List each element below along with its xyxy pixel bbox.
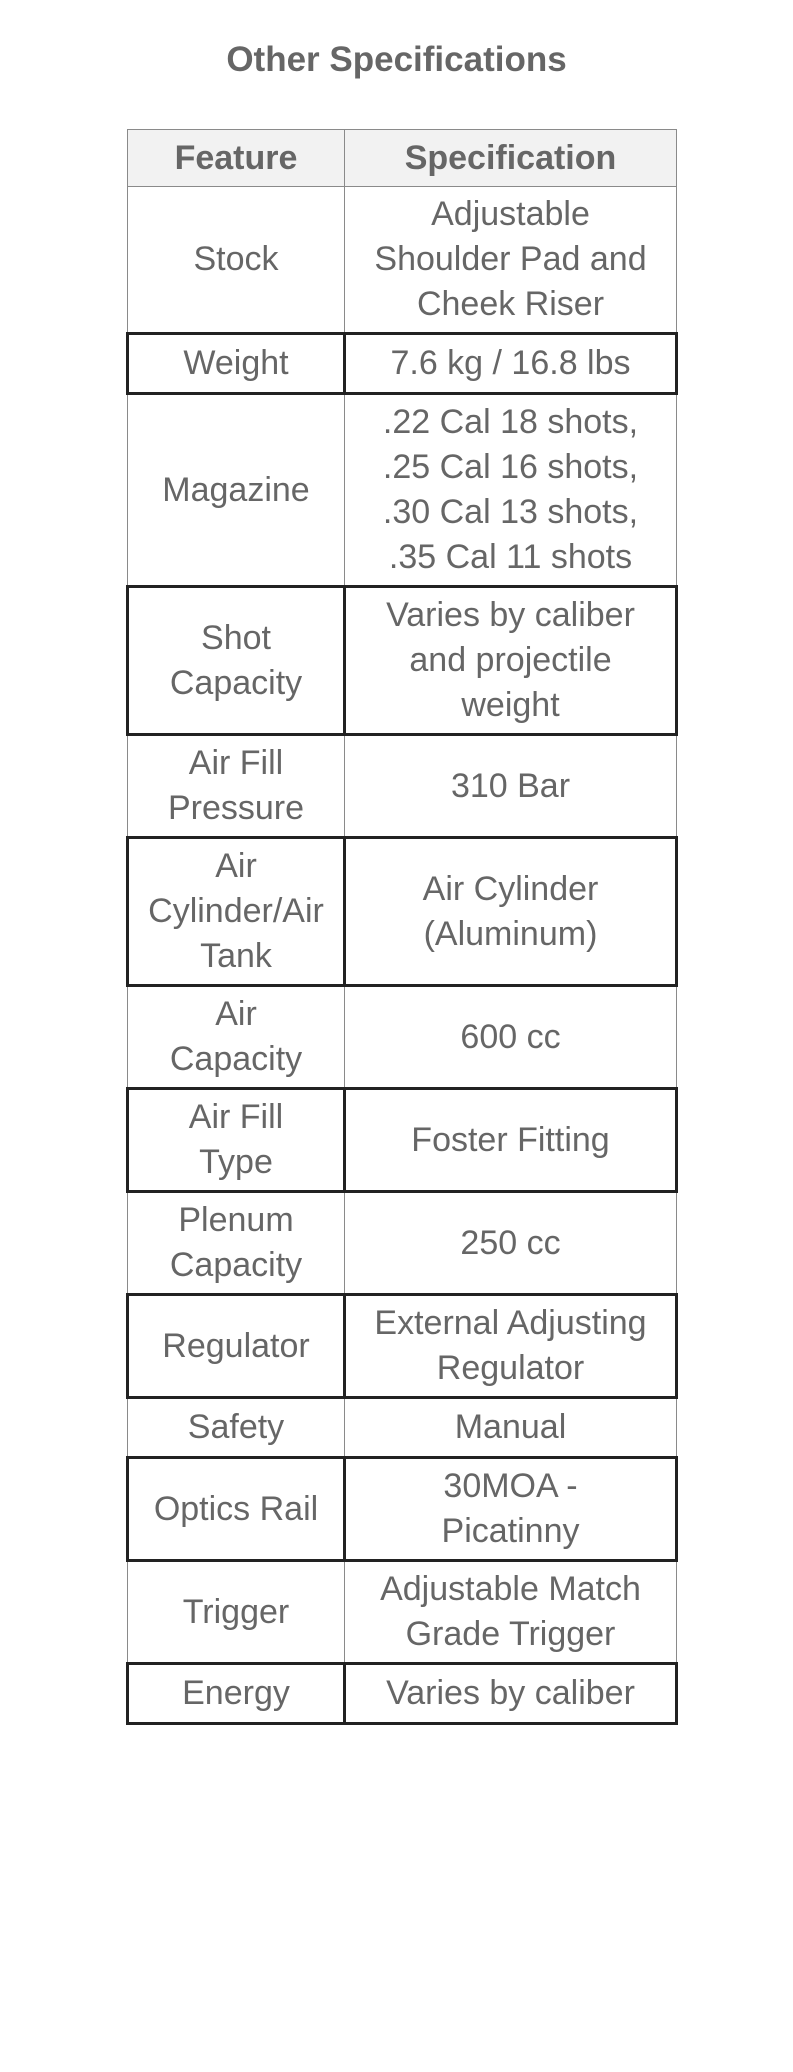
table-row	[128, 838, 677, 986]
table-row	[128, 1398, 677, 1458]
spec-cell: Adjustable Shoulder Pad and Cheek Riser	[345, 187, 677, 334]
column-header-specification: Specification	[345, 130, 677, 187]
table-row	[128, 735, 677, 838]
feature-cell: Plenum Capacity	[128, 1192, 345, 1295]
feature-cell: Air Cylinder/Air Tank	[128, 838, 345, 986]
feature-cell: Energy	[128, 1664, 345, 1724]
table-row	[128, 1561, 677, 1664]
column-header-feature: Feature	[128, 130, 345, 187]
spec-cell: Foster Fitting	[345, 1089, 677, 1192]
feature-cell: Stock	[128, 187, 345, 334]
spec-cell: External Adjusting Regulator	[345, 1295, 677, 1398]
table-header-row	[128, 130, 677, 187]
table-row	[128, 1295, 677, 1398]
feature-cell: Optics Rail	[128, 1458, 345, 1561]
feature-cell: Air Fill Type	[128, 1089, 345, 1192]
feature-cell: Weight	[128, 334, 345, 394]
feature-cell: Magazine	[128, 394, 345, 587]
table-row	[128, 394, 677, 587]
feature-cell: Shot Capacity	[128, 587, 345, 735]
spec-cell: Adjustable Match Grade Trigger	[345, 1561, 677, 1664]
table-row	[128, 187, 677, 334]
table-row	[128, 587, 677, 735]
table-row	[128, 1664, 677, 1724]
table-row	[128, 334, 677, 394]
table-row	[128, 986, 677, 1089]
feature-cell: Air Capacity	[128, 986, 345, 1089]
spec-cell: 310 Bar	[345, 735, 677, 838]
spec-cell: 7.6 kg / 16.8 lbs	[345, 334, 677, 394]
spec-cell: 30MOA - Picatinny	[345, 1458, 677, 1561]
spec-cell: Varies by caliber	[345, 1664, 677, 1724]
spec-cell: Varies by caliber and projectile weight	[345, 587, 677, 735]
spec-cell: 250 cc	[345, 1192, 677, 1295]
table-row	[128, 1458, 677, 1561]
feature-cell: Air Fill Pressure	[128, 735, 345, 838]
specifications-table	[126, 129, 678, 1725]
feature-cell: Trigger	[128, 1561, 345, 1664]
spec-cell: Air Cylinder (Aluminum)	[345, 838, 677, 986]
feature-cell: Safety	[128, 1398, 345, 1458]
spec-cell: Manual	[345, 1398, 677, 1458]
table-row	[128, 1089, 677, 1192]
spec-cell: 600 cc	[345, 986, 677, 1089]
page-title: Other Specifications	[226, 40, 567, 79]
table-row	[128, 1192, 677, 1295]
feature-cell: Regulator	[128, 1295, 345, 1398]
spec-cell: .22 Cal 18 shots, .25 Cal 16 shots, .30 Cal 13 shots, .35 Cal 11 shots	[345, 394, 677, 587]
